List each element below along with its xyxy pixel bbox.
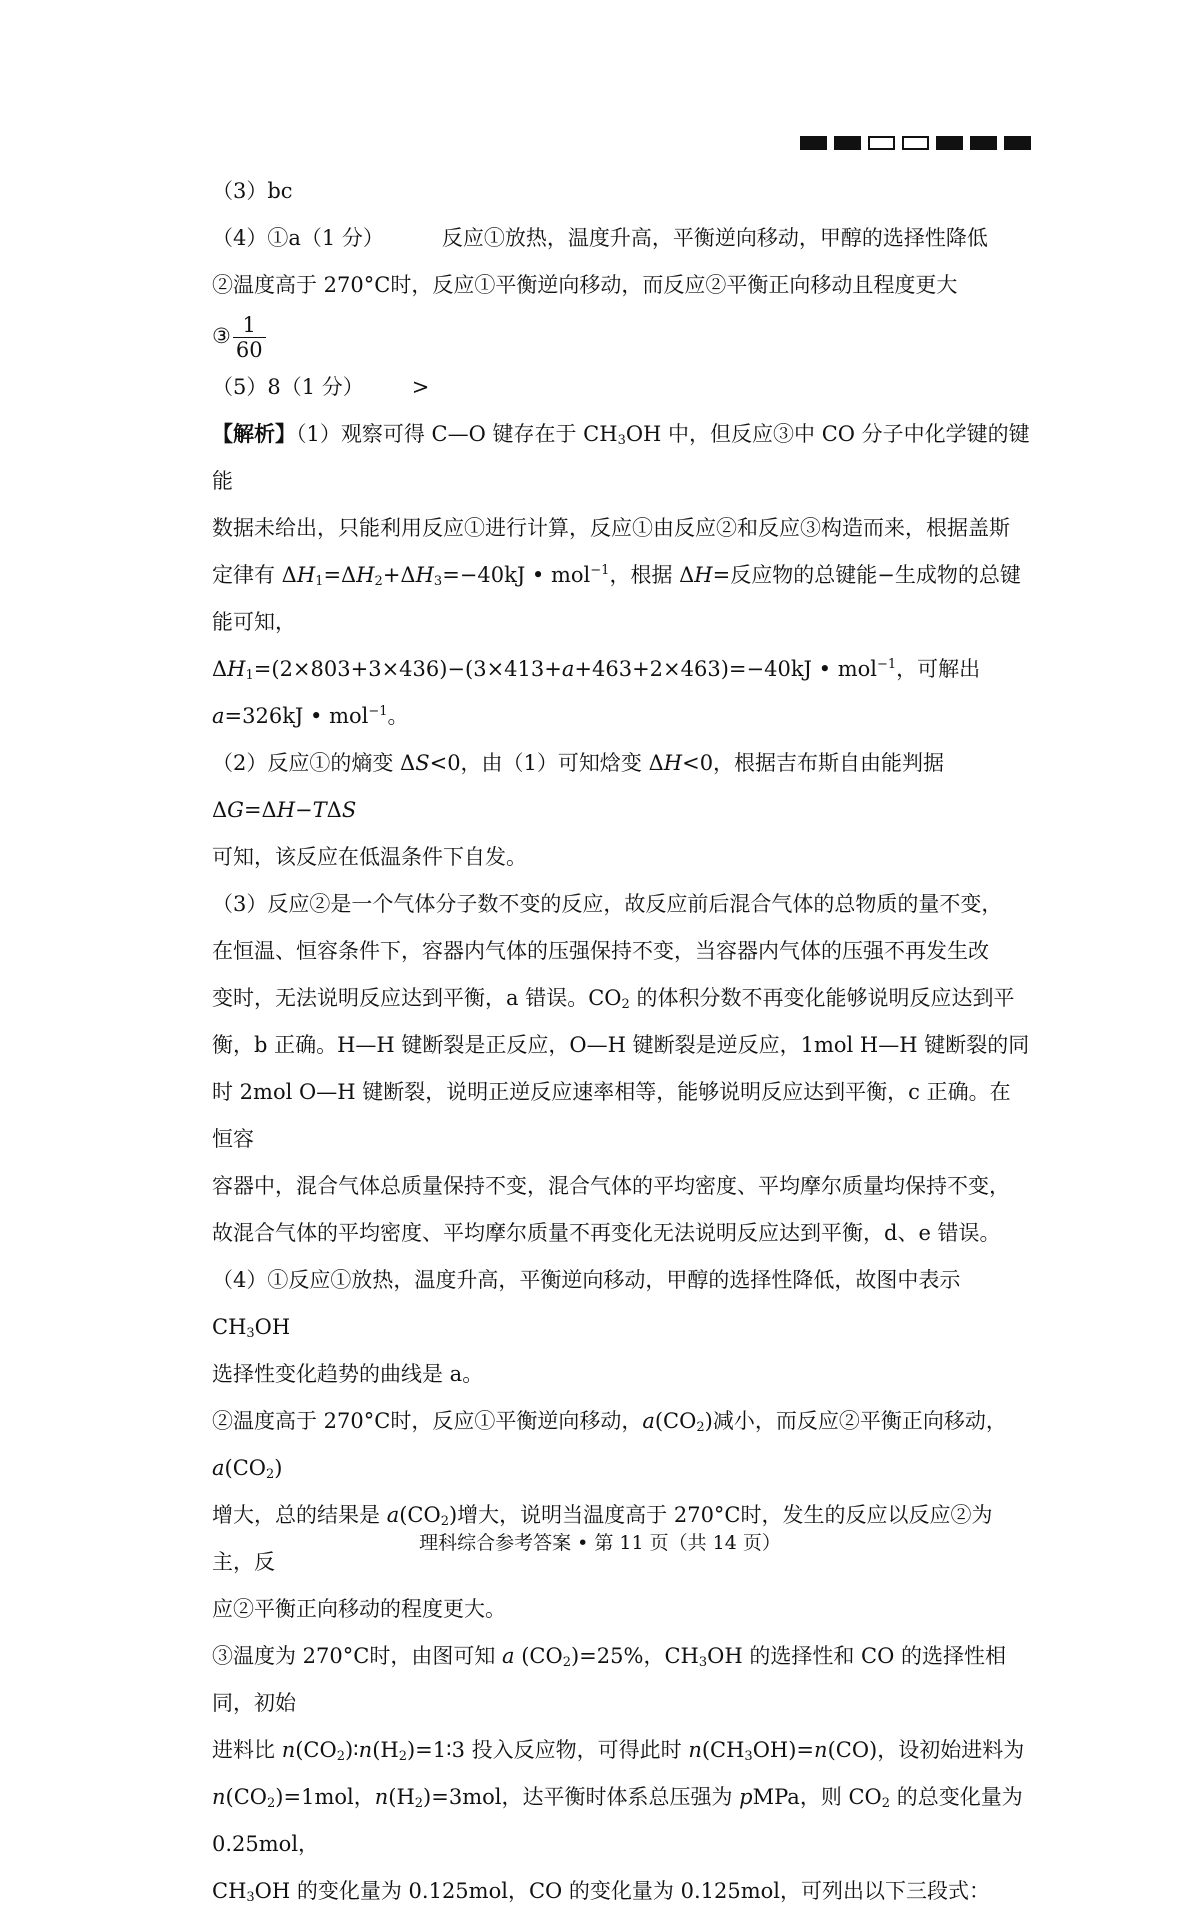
analysis-3-line3: 变时，无法说明反应达到平衡，a 错误。$CO_2$ 的体积分数不再变化能够说明反应达到平 <box>212 986 1015 1012</box>
answer-5 <box>212 364 1030 411</box>
fraction-denominator: 60 <box>235 338 263 362</box>
analysis-1: 【解析】（1）观察可得 C—O 键存在于 $CH_3OH$ 中，但反应③中 CO 分子中化学键的键能 <box>212 422 1030 493</box>
analysis-1-line4: $\Delta H_1=(2\times 803+3\times 436)-(3\times 413+a+463+2\times 463)=-40kJ$ • mol$^{-1}$，可解出 a=326kJ • mol$^{-1}$。 <box>212 657 981 728</box>
answer-5-sign: > <box>411 375 430 399</box>
answer-4-3 <box>212 313 1030 362</box>
analysis-4-line2: 选择性变化趋势的曲线是 a。 <box>212 1362 484 1386</box>
analysis-1-line3: 定律有 $\Delta H_1=\Delta H_2+\Delta H_3=-40kJ$ • mol$^{-1}$，根据 ΔH=反应物的总键能−生成物的总键能可知， <box>212 563 1021 634</box>
filled-square-icon <box>834 136 861 150</box>
header-marks <box>800 136 1031 152</box>
analysis-4-3-line3: $n(CO_2)=1mol$，$n(H_2)=3mol$，达平衡时体系总压强为 pMPa，则 $CO_2$ 的总变化量为 0.25mol， <box>212 1785 1023 1856</box>
answer-4-1-reason: 反应①放热，温度升高，平衡逆向移动，甲醇的选择性降低 <box>441 226 988 250</box>
analysis-4: （4）①反应①放热，温度升高，平衡逆向移动，甲醇的选择性降低，故图中表示 $CH_3OH$ <box>212 1268 961 1341</box>
analysis-3-line4: 衡，b 正确。H—H 键断裂是正反应，O—H 键断裂是逆反应，1mol H—H 键断裂的同 <box>212 1033 1030 1057</box>
analysis-4-2-line3: 应②平衡正向移动的程度更大。 <box>212 1597 506 1621</box>
filled-square-icon <box>936 136 963 150</box>
analysis-3-line2: 在恒温、恒容条件下，容器内气体的压强保持不变，当容器内气体的压强不再发生改 <box>212 939 989 963</box>
empty-square-icon <box>902 136 929 150</box>
answer-4-3-prefix: ③ <box>212 324 231 348</box>
page-footer: 理科综合参考答案 • 第 11 页（共 14 页） <box>419 1532 781 1554</box>
analysis-3: （3）反应②是一个气体分子数不变的反应，故反应前后混合气体的总物质的量不变， <box>212 892 1003 916</box>
analysis-4-3-line2: 进料比 $n(CO_2)∶n(H_2)=1∶3$ 投入反应物，可得此时 $n(CH_3OH)=n(CO)$，设初始进料为 <box>212 1738 1025 1764</box>
analysis-4-2-line2: 增大，总的结果是 $a(CO_2)$增大，说明当温度高于 270°C时，发生的反应以反应②为主，反 <box>212 1503 993 1574</box>
analysis-3-line7: 故混合气体的平均密度、平均摩尔质量不再变化无法说明反应达到平衡，d、e 错误。 <box>212 1221 1001 1245</box>
empty-square-icon <box>868 136 895 150</box>
filled-square-icon <box>800 136 827 150</box>
fraction <box>233 313 266 362</box>
answer-4-1-label: （4）①a（1 分） <box>212 226 384 250</box>
analysis-3-line5: 时 2mol O—H 键断裂，说明正逆反应速率相等，能够说明反应达到平衡，c 正确。在恒容 <box>212 1080 1011 1151</box>
analysis-3-line6: 容器中，混合气体总质量保持不变，混合气体的平均密度、平均摩尔质量均保持不变， <box>212 1174 1010 1198</box>
analysis-4-2: ②温度高于 270°C时，反应①平衡逆向移动，$a(CO_2)$减小，而反应②平衡正向移动，$a(CO_2)$ <box>212 1409 1007 1482</box>
answer-4-2: ②温度高于 270°C时，反应①平衡逆向移动，而反应②平衡正向移动且程度更大 <box>212 273 958 297</box>
answer-4-1 <box>212 215 1030 262</box>
analysis-4-3: ③温度为 270°C时，由图可知 a $(CO_2)=25\%$，$CH_3OH$ 的选择性和 CO 的选择性相同，初始 <box>212 1644 1006 1715</box>
analysis-2-line2: 可知，该反应在低温条件下自发。 <box>212 845 527 869</box>
analysis-tag: 【解析】 <box>212 422 296 446</box>
answer-content <box>212 168 1030 1915</box>
filled-square-icon <box>1004 136 1031 150</box>
analysis-1-line2: 数据未给出，只能利用反应①进行计算，反应①由反应②和反应③构造而来，根据盖斯 <box>212 516 1010 540</box>
filled-square-icon <box>970 136 997 150</box>
analysis-4-3-line4: $CH_3OH$ 的变化量为 0.125mol，CO 的变化量为 0.125mol，可列出以下三段式： <box>212 1879 990 1905</box>
answer-5-label: （5）8（1 分） <box>212 375 364 399</box>
answer-3: （3）bc <box>212 179 293 203</box>
analysis-2: （2）反应①的熵变 ΔS<0，由（1）可知焓变 ΔH<0，根据吉布斯自由能判据 ΔG=ΔH−TΔS <box>212 751 945 822</box>
fraction-numerator: 1 <box>233 313 266 338</box>
